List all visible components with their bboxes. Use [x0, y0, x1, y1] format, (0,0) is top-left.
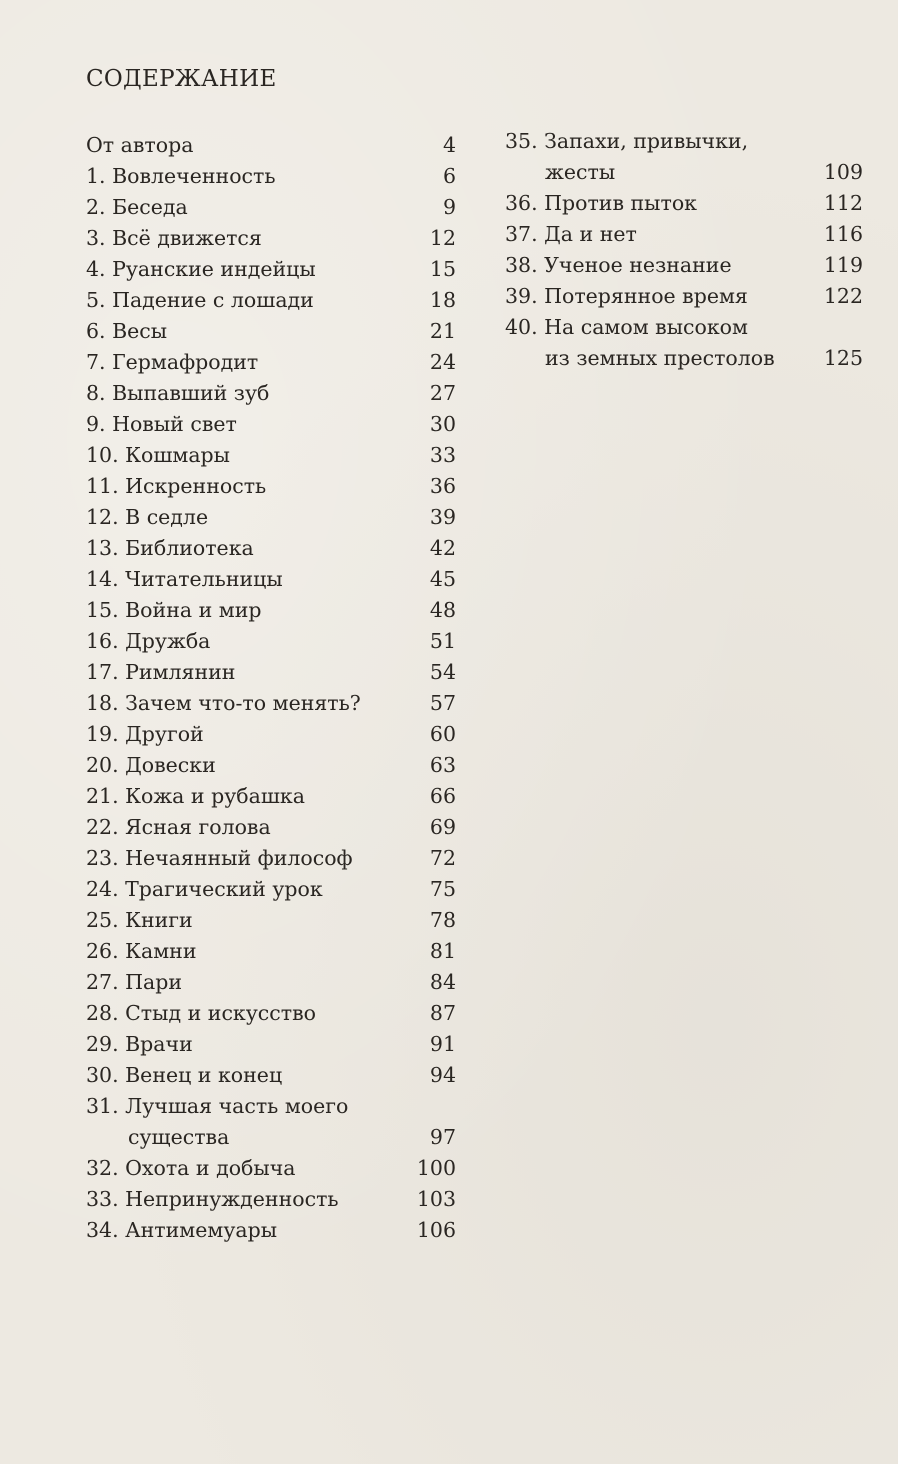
toc-entry[interactable]	[86, 750, 456, 781]
toc-entry-title	[86, 378, 269, 409]
toc-entry-title	[86, 192, 188, 223]
toc-entry-page: 81	[429, 939, 456, 963]
toc-entry-page: 45	[429, 567, 456, 591]
toc-entry-page: 39	[429, 505, 456, 529]
toc-entry-title	[86, 719, 204, 750]
toc-entry-page: 100	[416, 1156, 456, 1180]
toc-entry-page: 78	[429, 908, 456, 932]
toc-entry-title-text: 36. Против пыток	[505, 191, 697, 215]
toc-entry[interactable]	[505, 188, 863, 219]
toc-entry-title	[86, 998, 316, 1029]
toc-entry[interactable]	[86, 130, 456, 161]
toc-entry-page: 6	[442, 164, 456, 188]
toc-entry-title	[86, 502, 208, 533]
toc-entry[interactable]	[86, 843, 456, 874]
toc-entry-title-text: 24. Трагический урок	[86, 877, 323, 901]
toc-entry-title-continuation: жесты	[545, 160, 616, 184]
toc-entry-title-continuation: существа	[128, 1125, 230, 1149]
toc-entry[interactable]	[86, 1215, 456, 1246]
toc-entry-title	[86, 564, 283, 595]
toc-entry-title-text: 23. Нечаянный философ	[86, 846, 353, 870]
toc-entry[interactable]	[86, 998, 456, 1029]
toc-entry-title	[86, 409, 237, 440]
toc-entry-title-text: 34. Антимемуары	[86, 1218, 278, 1242]
toc-entry-title-text: 38. Ученое незнание	[505, 253, 732, 277]
toc-entry-title	[86, 1060, 282, 1091]
toc-entry[interactable]	[86, 967, 456, 998]
toc-entry-title	[86, 874, 323, 905]
toc-entry-title	[86, 1029, 193, 1060]
toc-entry[interactable]	[86, 471, 456, 502]
toc-entry[interactable]	[86, 1060, 456, 1091]
toc-entry-title-text: 30. Венец и конец	[86, 1063, 283, 1087]
toc-entry[interactable]	[86, 161, 456, 192]
toc-entry-page: 69	[429, 815, 456, 839]
toc-entry-title-text: 15. Война и мир	[86, 598, 262, 622]
toc-entry-page: 103	[416, 1187, 456, 1211]
toc-entry-page: 4	[442, 133, 456, 157]
toc-entry-page: 94	[429, 1063, 456, 1087]
toc-entry-page: 15	[429, 257, 456, 281]
toc-entry-title	[86, 161, 276, 192]
toc-entry-title-text: 5. Падение с лошади	[86, 288, 314, 312]
toc-entry-page: 63	[429, 753, 456, 777]
toc-entry-page: 51	[429, 629, 456, 653]
toc-entry-title	[86, 688, 361, 719]
toc-entry[interactable]	[86, 719, 456, 750]
toc-entry-page: 106	[416, 1218, 456, 1242]
toc-entry[interactable]	[505, 219, 863, 250]
toc-entry-title	[505, 281, 748, 312]
toc-entry-title	[86, 967, 182, 998]
toc-entry-title-text: От автора	[86, 133, 194, 157]
toc-entry-page: 66	[429, 784, 456, 808]
toc-entry[interactable]	[86, 316, 456, 347]
toc-entry-title	[86, 440, 230, 471]
toc-entry[interactable]	[86, 347, 456, 378]
toc-entry[interactable]	[86, 874, 456, 905]
toc-entry-title-text: 40. На самом высоком	[505, 315, 748, 339]
toc-entry-page: 42	[429, 536, 456, 560]
toc-entry[interactable]	[86, 285, 456, 316]
toc-entry[interactable]	[505, 281, 863, 312]
toc-entry[interactable]	[86, 1184, 456, 1215]
toc-entry-title-text: 10. Кошмары	[86, 443, 230, 467]
toc-entry-title-text: 28. Стыд и искусство	[86, 1001, 316, 1025]
toc-entry-title	[86, 843, 353, 874]
toc-left-column	[86, 130, 456, 1246]
toc-entry-page: 33	[429, 443, 456, 467]
toc-entry-title-text: 26. Камни	[86, 939, 197, 963]
toc-entry-title	[86, 626, 210, 657]
toc-entry[interactable]	[86, 812, 456, 843]
toc-entry-title-text: 14. Читательницы	[86, 567, 283, 591]
toc-entry-title-text: 16. Дружба	[86, 629, 211, 653]
toc-entry[interactable]	[86, 1091, 456, 1153]
toc-entry-title-text: 25. Книги	[86, 908, 193, 932]
toc-entry[interactable]	[505, 312, 863, 374]
toc-entry-title-text: 33. Непринужденность	[86, 1187, 339, 1211]
toc-entry-title	[86, 1215, 277, 1246]
toc-entry-title-text: 21. Кожа и рубашка	[86, 784, 305, 808]
toc-entry-title	[86, 285, 314, 316]
toc-entry-page: 91	[429, 1032, 456, 1056]
toc-entry-title-text: 31. Лучшая часть моего	[86, 1094, 349, 1118]
toc-entry-title-text: 22. Ясная голова	[86, 815, 271, 839]
toc-entry-page: 125	[823, 346, 863, 370]
toc-entry-title	[505, 126, 748, 188]
toc-entry[interactable]	[86, 533, 456, 564]
toc-entry[interactable]	[505, 250, 863, 281]
toc-entry-title	[86, 471, 266, 502]
toc-entry[interactable]	[86, 223, 456, 254]
toc-entry-title-text: 29. Врачи	[86, 1032, 193, 1056]
toc-entry-page: 36	[429, 474, 456, 498]
toc-entry-title-text: 27. Пари	[86, 970, 183, 994]
toc-entry-title	[86, 223, 262, 254]
toc-entry-page: 122	[823, 284, 863, 308]
toc-entry-title	[86, 595, 262, 626]
toc-entry-title-text: 20. Довески	[86, 753, 216, 777]
toc-entry-title	[86, 657, 235, 688]
toc-entry-page: 60	[429, 722, 456, 746]
toc-entry-title-text: 17. Римлянин	[86, 660, 236, 684]
toc-entry-title-text: 2. Беседа	[86, 195, 188, 219]
toc-right-column	[505, 126, 863, 374]
toc-entry-title	[86, 533, 254, 564]
toc-entry-title-text: 37. Да и нет	[505, 222, 637, 246]
toc-entry-page: 24	[429, 350, 456, 374]
toc-entry[interactable]	[86, 502, 456, 533]
toc-entry-title-continuation: из земных престолов	[545, 346, 775, 370]
toc-entry-title-text: 13. Библиотека	[86, 536, 254, 560]
toc-entry-title	[86, 812, 271, 843]
toc-entry[interactable]	[86, 378, 456, 409]
toc-entry-title-text: 9. Новый свет	[86, 412, 237, 436]
toc-entry-title	[86, 1091, 348, 1153]
toc-entry[interactable]	[86, 440, 456, 471]
toc-entry-title	[86, 1153, 295, 1184]
toc-entry-title-text: 11. Искренность	[86, 474, 267, 498]
toc-entry-page: 18	[429, 288, 456, 312]
toc-entry[interactable]	[86, 905, 456, 936]
toc-entry-title-text: 39. Потерянное время	[505, 284, 748, 308]
toc-entry[interactable]	[86, 688, 456, 719]
toc-entry-title	[505, 219, 637, 250]
toc-entry[interactable]	[86, 1153, 456, 1184]
toc-entry-title-text: 3. Всё движется	[86, 226, 262, 250]
toc-entry-page: 119	[823, 253, 863, 277]
toc-entry-title-text: 6. Весы	[86, 319, 168, 343]
toc-entry[interactable]	[86, 409, 456, 440]
toc-entry[interactable]	[86, 1029, 456, 1060]
toc-entry-title	[86, 130, 193, 161]
toc-entry-page: 9	[442, 195, 456, 219]
toc-entry-page: 12	[429, 226, 456, 250]
toc-entry-page: 30	[429, 412, 456, 436]
toc-entry-title-text: 32. Охота и добыча	[86, 1156, 296, 1180]
toc-entry-page: 48	[429, 598, 456, 622]
toc-entry-title	[86, 316, 167, 347]
toc-entry-page: 109	[823, 160, 863, 184]
toc-entry[interactable]	[86, 936, 456, 967]
toc-entry-title-text: 4. Руанские индейцы	[86, 257, 316, 281]
toc-entry[interactable]	[86, 626, 456, 657]
toc-entry-page: 112	[823, 191, 863, 215]
toc-entry-page: 97	[429, 1125, 456, 1149]
toc-entry-page: 116	[823, 222, 863, 246]
toc-entry[interactable]	[86, 657, 456, 688]
toc-entry-title	[86, 905, 193, 936]
toc-entry-page: 75	[429, 877, 456, 901]
toc-entry-title	[505, 312, 775, 374]
toc-entry[interactable]	[86, 254, 456, 285]
toc-entry-page: 21	[429, 319, 456, 343]
toc-entry[interactable]	[505, 126, 863, 188]
toc-entry[interactable]	[86, 595, 456, 626]
page-title: СОДЕРЖАНИЕ	[86, 66, 277, 92]
toc-entry-page: 72	[429, 846, 456, 870]
toc-entry-title	[86, 936, 196, 967]
toc-entry-title	[505, 250, 732, 281]
toc-entry-title-text: 1. Вовлеченность	[86, 164, 276, 188]
toc-entry-title-text: 35. Запахи, привычки,	[505, 129, 749, 153]
toc-entry-page: 27	[429, 381, 456, 405]
toc-entry-title-text: 8. Выпавший зуб	[86, 381, 270, 405]
toc-entry-title-text: 12. В седле	[86, 505, 209, 529]
toc-entry-title	[86, 750, 216, 781]
toc-entry-title	[86, 347, 258, 378]
toc-entry-title-text: 7. Гермафродит	[86, 350, 259, 374]
toc-entry-page: 54	[429, 660, 456, 684]
toc-entry-title	[86, 781, 305, 812]
toc-entry-page: 87	[429, 1001, 456, 1025]
toc-entry-title-text: 19. Другой	[86, 722, 204, 746]
toc-entry[interactable]	[86, 781, 456, 812]
toc-entry-page: 84	[429, 970, 456, 994]
toc-entry-title-text: 18. Зачем что-то менять?	[86, 691, 361, 715]
toc-entry-title	[86, 1184, 339, 1215]
toc-entry-title	[505, 188, 697, 219]
toc-entry-title	[86, 254, 316, 285]
toc-entry[interactable]	[86, 564, 456, 595]
toc-entry[interactable]	[86, 192, 456, 223]
toc-entry-page: 57	[429, 691, 456, 715]
